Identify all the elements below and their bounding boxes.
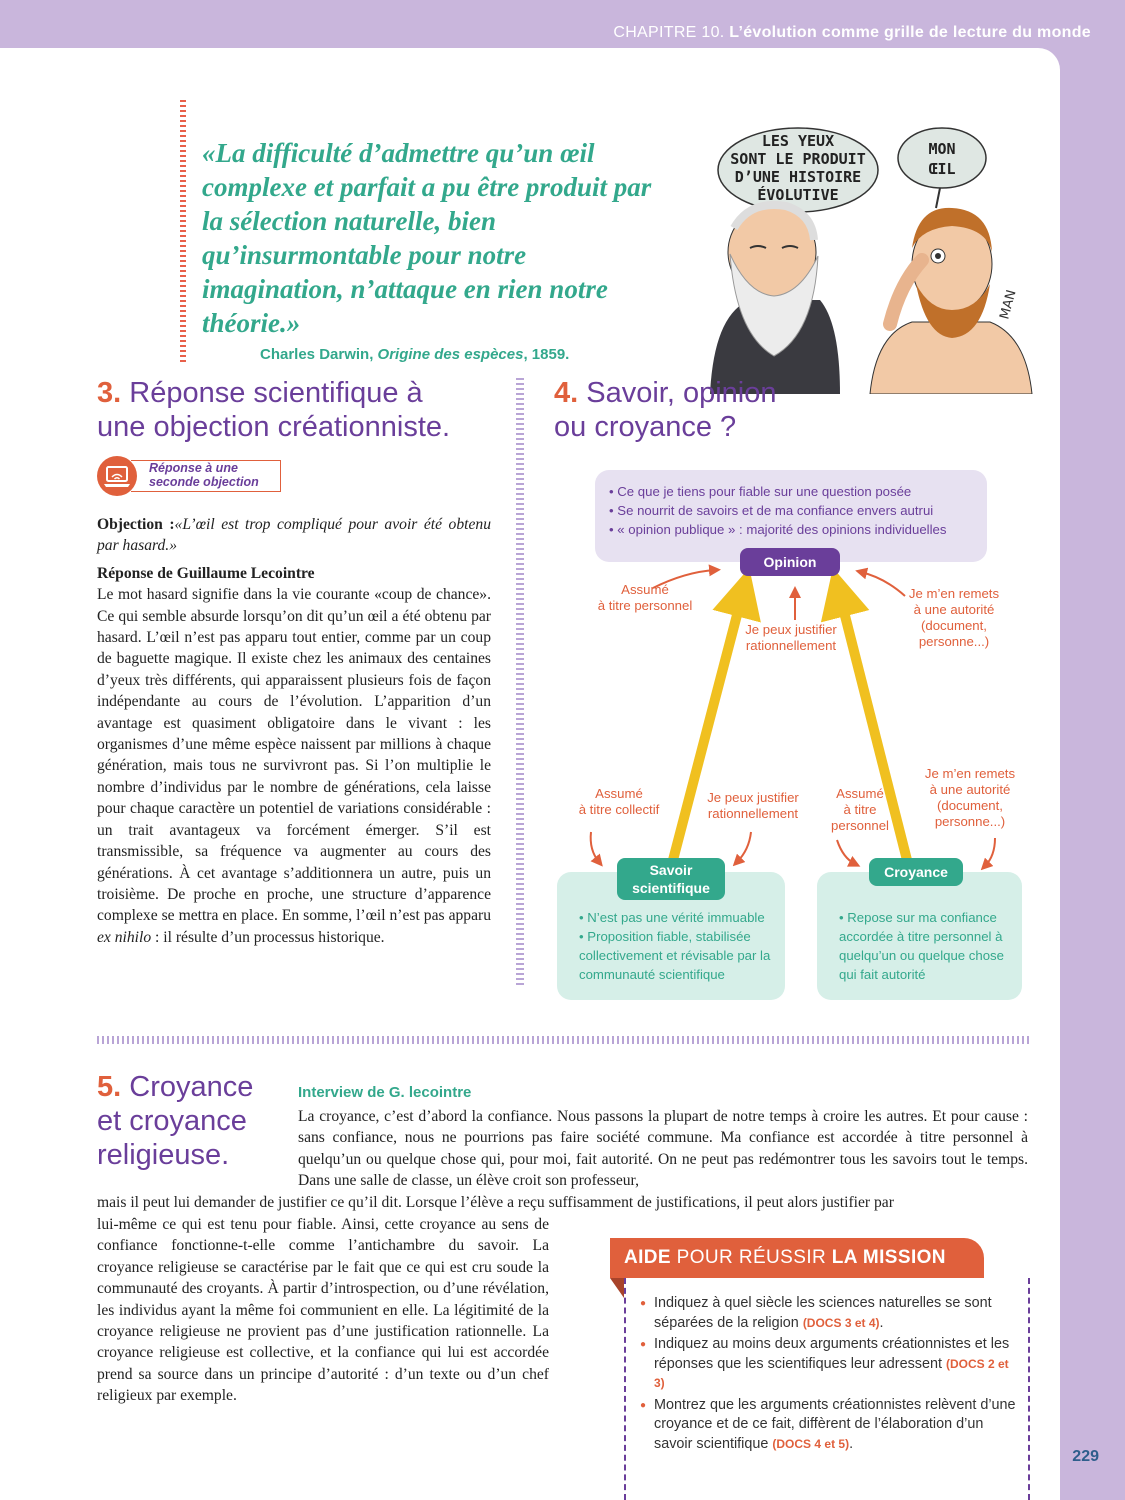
savoir-bullet-2: • Proposition fiable, stabilisée collectivement et révisable par la communauté scientifique: [579, 929, 771, 982]
badge-line-1: Réponse à une: [149, 461, 238, 475]
opinion-bullet-2: • Se nourrit de savoirs et de ma confiance envers autrui: [609, 503, 934, 518]
opinion-label: Opinion: [740, 548, 840, 576]
badge-line-2: seconde objection: [149, 475, 259, 489]
savoir-bullet-1: • N’est pas une vérité immuable: [579, 910, 765, 925]
response-body-2: : il résulte d’un processus historique.: [151, 928, 385, 946]
savoir-label: [617, 858, 725, 900]
aide-item-1: ● Indiquez à quel siècle les sciences naturelles se sont séparées de la religion (DOCS 3 et 4).: [640, 1294, 1018, 1333]
digital-resource-badge[interactable]: [97, 456, 283, 496]
label-justifier-top: Je peux justifier rationnellement: [745, 622, 837, 653]
section-3-title: [97, 376, 450, 444]
aide-item-3: ● Montrez que les arguments créationnistes relèvent d’une croyance et de ce fait, diffèrent de l’élaboration d’un savoir scientifique (DOCS 4 et 5).: [640, 1396, 1018, 1455]
label-assume-perso-top: Assumé à titre personnel: [597, 582, 693, 613]
label-assume-perso-bottom: Assumé à titre personnel: [831, 786, 889, 833]
response-paragraph: [97, 584, 491, 948]
bubble-right-line-1: MON: [928, 140, 956, 158]
quote-work: Origine des espèces: [377, 346, 524, 363]
bubble-left-line-4: ÉVOLUTIVE: [757, 186, 839, 204]
bubble-left-line-3: D’UNE HISTOIRE: [734, 168, 862, 186]
section-5-title-line-3: religieuse.: [97, 1139, 230, 1171]
young-man-figure: [870, 208, 1032, 394]
section-5-number: 5.: [97, 1071, 122, 1103]
bubble-left-line-1: LES YEUX: [761, 132, 835, 150]
section-5-title-line-2: et croyance: [97, 1105, 247, 1137]
aide-title-mid: POUR RÉUSSIR: [671, 1247, 832, 1268]
section-3-number: 3.: [97, 377, 122, 409]
label-remets-top: Je m’en remets à une autorité (document, personne...): [908, 586, 1000, 649]
darwin-figure: [710, 205, 840, 394]
section-5-title: [97, 1070, 253, 1172]
response-body-italic: ex nihilo: [97, 928, 152, 946]
page-number: 229: [1072, 1448, 1099, 1465]
section-4-number: 4.: [554, 377, 579, 409]
aide-list: [640, 1294, 1018, 1454]
section-4-title-line-1: Savoir, opinion: [586, 377, 777, 409]
laptop-icon: [97, 456, 137, 496]
label-assume-collectif: Assumé à titre collectif: [578, 786, 660, 817]
section-3-title-line-1: Réponse scientifique à: [129, 377, 423, 409]
column-divider: [516, 378, 524, 988]
objection-paragraph: [97, 514, 491, 557]
opinion-bullet-1: • Ce que je tiens pour fiable sur une question posée: [609, 484, 912, 499]
croyance-label: Croyance: [869, 858, 963, 886]
savoir-label-line-1: Savoir: [649, 862, 693, 878]
objection-text: «L’œil est trop compliqué pour avoir été obtenu par hasard.»: [97, 516, 491, 555]
savoir-label-line-2: scientifique: [632, 880, 710, 896]
aide-ribbon-fold: [610, 1278, 624, 1298]
label-justifier-bottom: Je peux justifier rationnellement: [707, 790, 799, 821]
section-5-title-line-1: Croyance: [129, 1071, 254, 1103]
objection-label: Objection :: [97, 516, 175, 533]
opinion-bullet-3: • « opinion publique » : majorité des opinions individuelles: [609, 522, 947, 537]
quote-year: , 1859.: [523, 346, 570, 363]
knowledge-diagram: [555, 470, 1025, 1010]
aide-item-2: ● Indiquez au moins deux arguments créationnistes et les réponses que les scientifiques leur adressent (DOCS 2 et 3): [640, 1335, 1018, 1394]
response-body-1: Le mot hasard signifie dans la vie courante «coup de chance». Ce qui semble absurde lorsqu’on dit qu’un œil a été obtenu par hasard. L’œil n’est pas apparu tout entier, comme par un coup de baguette magique. Il existe chez les animaux des centaines d’yeux très différents, qui apparaissent plusieurs fois de façon indépendante au cours de l’évolution. L’apparition d’un avantage est quasiment obligatoire dans le vivant : les organismes d’une même espèce naissent par millions à chaque génération, mais tous ne survivront pas. Si l’on multiplie le nombre d’individus par le nombre de générations, cela laisse pour chaque caractère un potentiel de variations considérable : un trait avantageux va forcément émerger. S’il est transmissible, sa fréquence va augmenter au cours des générations. À cet avantage s’additionnera un autre, puis un troisième. De proche en proche, une structure d’apparence complexe se mettra en place. En somme, l’œil n’est pas apparu: [97, 586, 491, 925]
aide-title-bold-2: LA MISSION: [831, 1247, 946, 1268]
quote-source: [260, 346, 569, 363]
cartoon-illustration: [690, 124, 1040, 394]
cartoon-signature: MAN: [997, 288, 1020, 322]
section-divider: [97, 1036, 1030, 1044]
quote-bar: [180, 100, 186, 364]
speech-bubble-right: [898, 128, 986, 188]
interview-label: Interview de G. lecointre: [298, 1084, 472, 1101]
aide-title-bold-1: AIDE: [624, 1247, 671, 1268]
chapter-title: L’évolution comme grille de lecture du monde: [729, 24, 1091, 41]
bubble-right-line-2: ŒIL: [928, 160, 956, 178]
darwin-quote: «La difficulté d’admettre qu’un œil complexe et parfait a pu être produit par la sélection naturelle, bien qu’insurmontable pour notre imagination, n’attaque en rien notre théorie.»: [202, 138, 652, 338]
chapter-label: CHAPITRE 10.: [613, 24, 725, 41]
section-5-text-wide: mais il peut lui demander de justifier ce qu’il dit. Lorsque l’élève a reçu suffisamment de justifications, il peut alors justifier par: [97, 1194, 894, 1211]
croyance-bullet-1: • Repose sur ma confiance accordée à titre personnel à quelqu’un ou quelque chose qui fait autorité: [839, 910, 1004, 982]
section-5-text-left: lui-même ce qui est tenu pour fiable. Ainsi, cette croyance au sens de confiance fonctionne-t-elle comme l’antichambre du savoir. La croyance religieuse se caractérise par le fait que ce qui est cru soude la communauté des croyants. À partir d’introspection, ou d’une révélation, les individus ayant la même foi communient en elle. La légitimité de la croyance religieuse ne provient pas d’une justification rationnelle. La croyance religieuse est collective, et la confiance qui lui est accordée prend sa source dans un principe d’autorité : d’un texte ou d’un chef religieux par exemple.: [97, 1216, 549, 1405]
section-3-body: [97, 514, 491, 948]
section-4-title: [554, 376, 777, 444]
aide-header: [610, 1238, 984, 1278]
section-5-text-top: La croyance, c’est d’abord la confiance. Nous passons la plupart de notre temps à croire les autres. Et pour cause : sans confiance, nous ne pourrions pas faire société commune. Ma confiance est accordée à titre personnel à quelqu’un ou quelque chose qui, pour moi, fait autorité. On ne peut pas redémontrer tous les savoirs tout le temps. Dans une salle de classe, un élève croit son professeur,: [298, 1108, 1028, 1190]
section-3-title-line-2: une objection créationniste.: [97, 411, 451, 443]
section-4-title-line-2: ou croyance ?: [554, 411, 737, 443]
response-title: Réponse de Guillaume Lecointre: [97, 564, 315, 582]
label-remets-bottom: Je m’en remets à une autorité (document, personne...): [924, 766, 1016, 829]
aide-box: [624, 1278, 1030, 1500]
quote-author: Charles Darwin,: [260, 346, 374, 363]
bubble-left-line-2: SONT LE PRODUIT: [730, 150, 866, 168]
page: [0, 48, 1060, 1500]
chapter-heading: [613, 24, 1091, 42]
